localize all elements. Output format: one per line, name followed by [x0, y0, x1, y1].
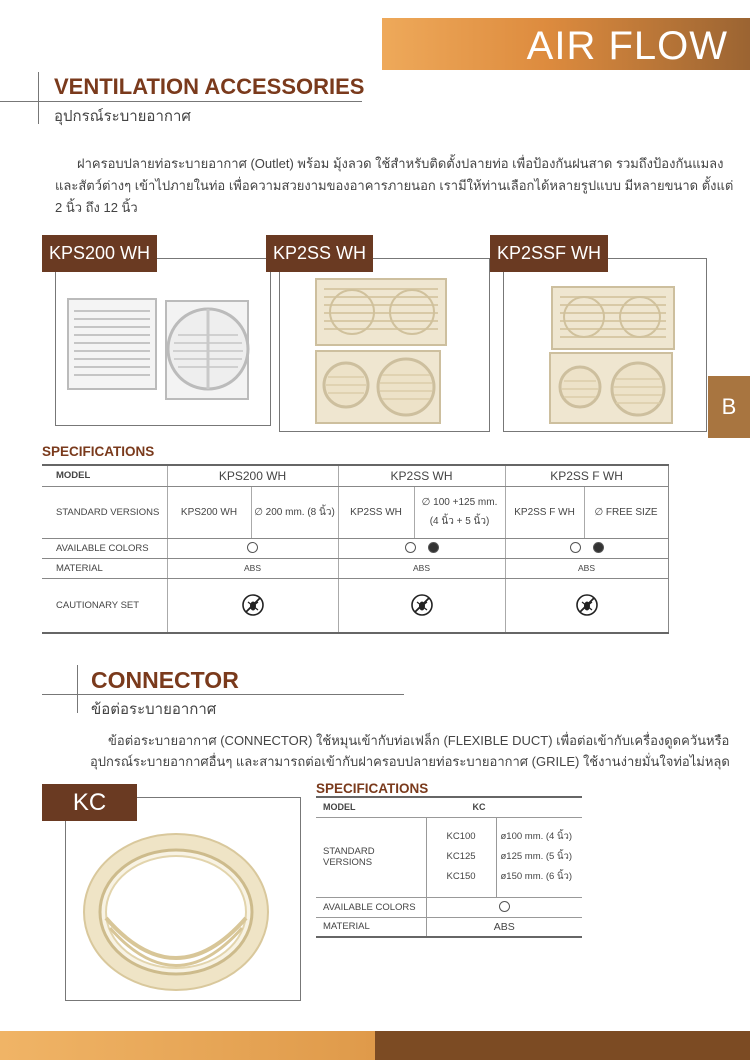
no-insect-icon: [242, 594, 264, 616]
product-card-kps200: [55, 258, 271, 426]
spec2-colors: [426, 897, 582, 917]
section1-hline: [0, 101, 362, 102]
footer-bar-left: [0, 1031, 375, 1060]
product-image-kp2ss: [280, 259, 489, 431]
spec2-size-2: ø125 mm. (5 นิ้ว): [500, 851, 572, 862]
product-label-kps200: KPS200 WH: [42, 235, 157, 272]
product-image-kps200: [56, 259, 270, 425]
spec1-material-1: ABS: [167, 558, 338, 578]
spec1-label-colors: AVAILABLE COLORS: [42, 538, 167, 558]
spec1-material-3: ABS: [505, 558, 668, 578]
spec2-size-1: ø100 mm. (4 นิ้ว): [500, 831, 572, 842]
spec1-colors-3: [505, 538, 668, 558]
section1-para-line-3: 2 นิ้ว ถึง 12 นิ้ว: [55, 200, 138, 215]
spec1-label-caution: CAUTIONARY SET: [42, 578, 167, 633]
spec1-version-size-2-line2: (4 นิ้ว + 5 นิ้ว): [429, 516, 490, 527]
spec1-row-colors: [42, 538, 668, 558]
spec2-size-3: ø150 mm. (6 นิ้ว): [500, 871, 572, 882]
spec1-version-size-2-line1: ∅ 100 +125 mm.: [421, 497, 498, 508]
color-white-swatch: [247, 542, 258, 553]
spec1-colors-1: [167, 538, 338, 558]
section1-title: VENTILATION ACCESSORIES: [54, 74, 365, 99]
section1-subtitle: อุปกรณ์ระบายอากาศ: [54, 108, 191, 125]
product-image-kp2ssf: [504, 259, 706, 431]
spec1-row-material: [42, 558, 668, 578]
spec1-version-size-1: ∅ 200 mm. (8 นิ้ว): [251, 486, 338, 538]
spec2-row-material: [316, 917, 582, 937]
section2-vline: [77, 665, 78, 713]
spec1-version-size-2: [414, 486, 505, 538]
spec1-row-model: [42, 465, 668, 486]
spec2-row-colors: [316, 897, 582, 917]
spec1-label-standard: STANDARD VERSIONS: [42, 486, 167, 538]
spec1-model-2: KP2SS WH: [338, 465, 505, 486]
footer-bar-right: [375, 1031, 750, 1060]
spec1-model-3: KP2SS F WH: [505, 465, 668, 486]
spec2-model: KC: [426, 797, 582, 817]
spec2-code-1: KC100: [446, 831, 476, 842]
spec2-sizes: [496, 817, 582, 897]
product-card-kp2ss: [279, 258, 490, 432]
spec1-version-size-3: ∅ FREE SIZE: [584, 486, 668, 538]
spec2-row-standard: [316, 817, 582, 897]
spec2-row-model: [316, 797, 582, 817]
spec1-row-standard: [42, 486, 668, 538]
spec2-material: ABS: [426, 917, 582, 937]
spec1-label-material: MATERIAL: [42, 558, 167, 578]
spec1-model-1: KPS200 WH: [167, 465, 338, 486]
product-card-kp2ssf: [503, 258, 707, 432]
color-white-swatch: [499, 901, 510, 912]
product-label-kc: KC: [42, 784, 137, 821]
section2-para-line-2: อุปกรณ์ระบายอากาศอื่นๆ และสามารถต่อเข้ากับฝาครอบปลายท่อระบายอากาศ (GRILE) ใช้งานง่ายมั่นใจท่อไม่หลุด: [90, 754, 730, 769]
spec1-version-code-1: KPS200 WH: [167, 486, 251, 538]
spec2-label-model: MODEL: [316, 797, 426, 817]
spec1-label-model: MODEL: [42, 465, 167, 486]
spec1-table: [42, 464, 669, 634]
spec1-caution-3: [505, 578, 668, 633]
color-black-swatch: [428, 542, 439, 553]
section1-para-line-1: ฝาครอบปลายท่อระบายอากาศ (Outlet) พร้อม มุ้งลวด ใช้สำหรับติดตั้งปลายท่อ เพื่อป้องกันฝนสาด รวมถึงป้องกันแมลง: [77, 156, 724, 171]
spec2-heading: SPECIFICATIONS: [316, 781, 429, 796]
color-white-swatch: [570, 542, 581, 553]
color-black-swatch: [593, 542, 604, 553]
color-white-swatch: [405, 542, 416, 553]
section1-vline: [38, 72, 39, 124]
product-label-kp2ssf: KP2SSF WH: [490, 235, 608, 272]
section2-hline: [42, 694, 404, 695]
product-card-kc: [65, 797, 301, 1001]
spec1-caution-2: [338, 578, 505, 633]
header-title: AIR FLOW: [526, 24, 728, 68]
spec2-label-colors: AVAILABLE COLORS: [316, 897, 426, 917]
section2-para-line-1: ข้อต่อระบายอากาศ (CONNECTOR) ใช้หมุนเข้ากับท่อเฟล็ก (FLEXIBLE DUCT) เพื่อต่อเข้ากับเครื่องดูดควันหรือ: [108, 733, 730, 748]
spec1-caution-1: [167, 578, 338, 633]
no-insect-icon: [576, 594, 598, 616]
spec1-version-code-2: KP2SS WH: [338, 486, 414, 538]
spec1-version-code-3: KP2SS F WH: [505, 486, 584, 538]
header-banner: [382, 18, 750, 70]
product-image-kc: [66, 798, 300, 1000]
spec1-colors-2: [338, 538, 505, 558]
spec1-row-caution: [42, 578, 668, 633]
section-tab-b[interactable]: B: [708, 376, 750, 438]
spec1-heading: SPECIFICATIONS: [42, 444, 155, 459]
spec2-codes: [426, 817, 496, 897]
no-insect-icon: [411, 594, 433, 616]
section2-title: CONNECTOR: [91, 667, 239, 693]
spec2-code-3: KC150: [446, 871, 476, 882]
spec2-label-standard: STANDARD VERSIONS: [316, 817, 426, 897]
spec2-table: [316, 796, 582, 938]
spec2-code-2: KC125: [446, 851, 476, 862]
spec1-material-2: ABS: [338, 558, 505, 578]
section2-subtitle: ข้อต่อระบายอากาศ: [91, 701, 217, 718]
section1-para-line-2: และสัตว์ต่างๆ เข้าไปภายในท่อ เพื่อความสวยงามของอาคารภายนอก เรามีให้ท่านเลือกได้หลายรูปแบบ มีหลายขนาด ตั้งแต่: [55, 178, 734, 193]
spec2-label-material: MATERIAL: [316, 917, 426, 937]
product-label-kp2ss: KP2SS WH: [266, 235, 373, 272]
